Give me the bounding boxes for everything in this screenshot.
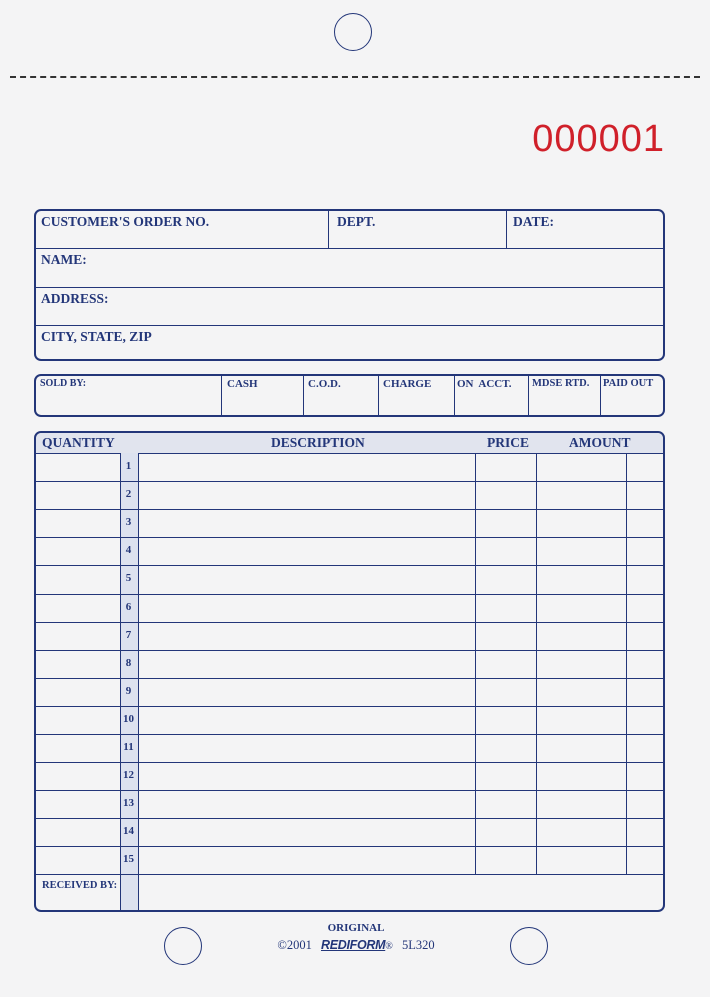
row-divider: [36, 734, 663, 735]
row-divider: [36, 846, 663, 847]
order-info-box: [34, 209, 665, 361]
form-number: 5L320: [401, 938, 435, 952]
name-label: NAME:: [41, 252, 87, 267]
line-number-10: 10: [123, 712, 134, 725]
quantity-header: QUANTITY: [42, 435, 115, 450]
line-number-3: 3: [125, 516, 132, 529]
payment-option-paid-out: PAID OUT: [603, 378, 654, 389]
punch-hole-bottom-left: [164, 927, 202, 965]
row-divider: [36, 509, 663, 510]
price-header: PRICE: [487, 435, 530, 450]
row-divider: [36, 594, 663, 595]
line-number-15: 15: [123, 853, 134, 866]
amount-header: AMOUNT: [569, 435, 631, 450]
date-label: DATE:: [513, 214, 555, 229]
copy-label: ORIGINAL: [327, 922, 385, 934]
customer-order-no-label: CUSTOMER'S ORDER NO.: [41, 214, 210, 229]
payment-option-on-account: ON ACCT.: [457, 378, 512, 390]
serial-number: 000001: [532, 118, 665, 160]
line-number-9: 9: [125, 684, 132, 697]
row-divider: [36, 622, 663, 623]
description-header: DESCRIPTION: [271, 435, 365, 450]
line-number-12: 12: [123, 769, 134, 782]
payment-option-mdse-rtd: MDSE RTD.: [532, 378, 590, 389]
row-divider: [36, 790, 663, 791]
line-number-6: 6: [125, 600, 132, 613]
row-divider: [36, 650, 663, 651]
line-number-5: 5: [125, 572, 132, 585]
row-divider: [36, 537, 663, 538]
copyright-text: ©2001: [277, 938, 312, 952]
perforation-line: [10, 76, 700, 78]
payment-option-cash: CASH: [227, 378, 258, 390]
row-divider: [36, 818, 663, 819]
row-divider: [36, 481, 663, 482]
line-number-2: 2: [125, 488, 132, 501]
punch-hole-bottom-right: [510, 927, 548, 965]
address-label: ADDRESS:: [41, 291, 109, 306]
row-divider: [36, 678, 663, 679]
line-number-13: 13: [123, 797, 134, 810]
items-table: [34, 431, 665, 912]
dept-label: DEPT.: [337, 214, 376, 229]
line-number-4: 4: [125, 544, 132, 557]
line-number-11: 11: [123, 741, 134, 753]
row-divider: [36, 762, 663, 763]
payment-box: [34, 374, 665, 417]
footer-imprint: [0, 938, 712, 953]
sold-by-label: SOLD BY:: [40, 378, 87, 389]
line-number-8: 8: [125, 656, 132, 669]
payment-option-charge: CHARGE: [383, 378, 432, 390]
city-state-zip-label: CITY, STATE, ZIP: [41, 329, 152, 344]
registered-mark: ®: [385, 941, 393, 952]
payment-option-cod: C.O.D.: [308, 378, 341, 390]
line-number-1: 1: [125, 460, 132, 472]
received-by-label: RECEIVED BY:: [42, 880, 118, 891]
punch-hole-top: [334, 13, 372, 51]
line-number-14: 14: [123, 825, 134, 838]
rediform-logo: REDIFORM: [320, 938, 386, 952]
line-number-7: 7: [125, 628, 132, 641]
row-divider: [36, 706, 663, 707]
row-divider: [36, 565, 663, 566]
